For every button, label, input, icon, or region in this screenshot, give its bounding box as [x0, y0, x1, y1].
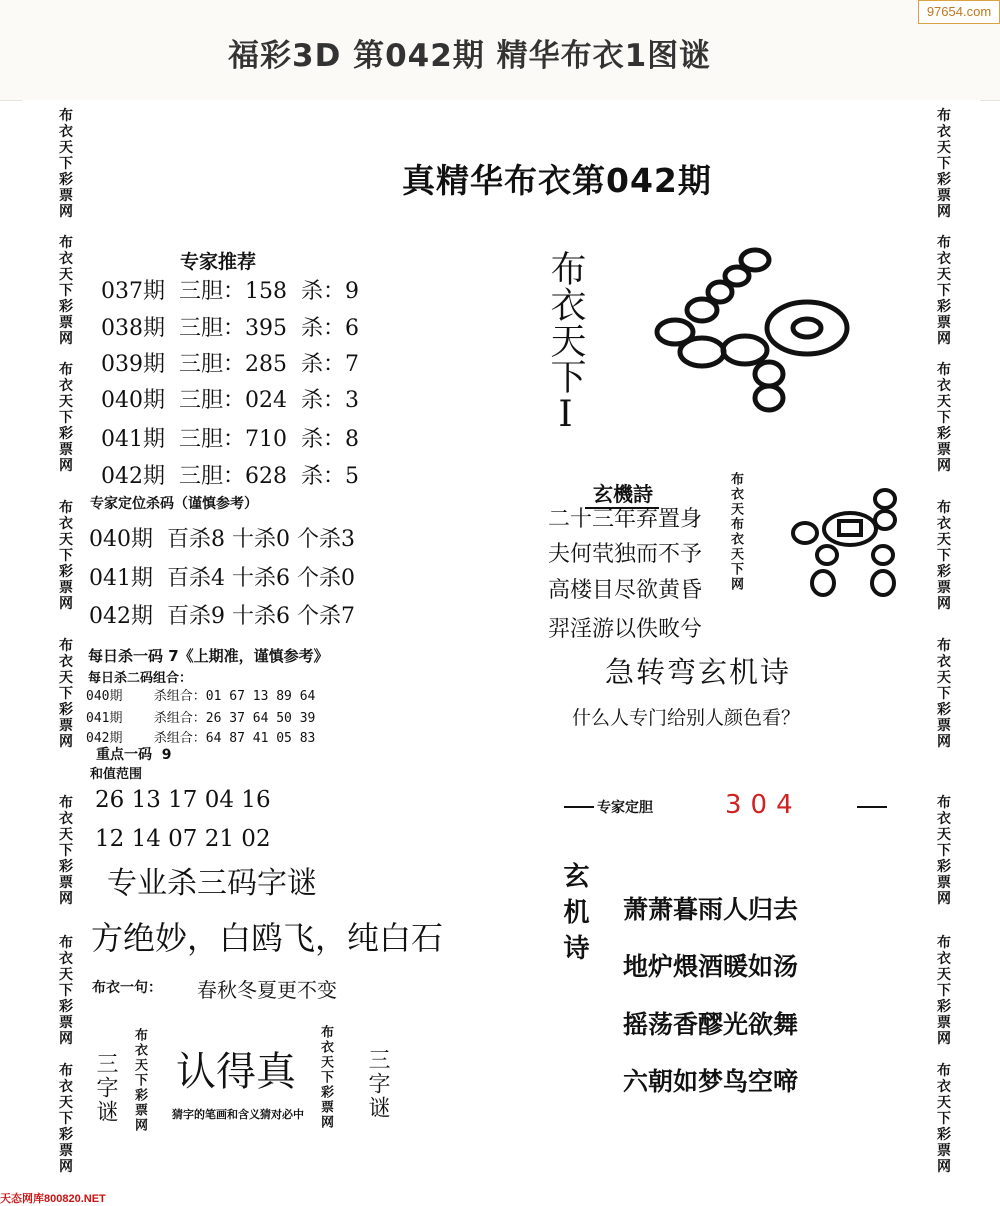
watermark-char: 衣	[59, 516, 73, 532]
expert-heading: 专家推荐	[180, 251, 257, 273]
watermark-char: 票	[59, 315, 73, 331]
watermark-char: 衣	[937, 811, 951, 827]
watermark-char: 布	[59, 500, 73, 516]
watermark-char: 衣	[937, 516, 951, 532]
watermark-char: 网	[59, 891, 73, 907]
watermark-char: 网	[59, 458, 73, 474]
side-watermark	[932, 235, 956, 347]
watermark-char: 下	[937, 686, 951, 702]
watermark-char: 天	[937, 267, 951, 283]
watermark-char: 布	[937, 235, 951, 251]
watermark-char: 票	[59, 442, 73, 458]
expert-row: 038期 三胆：395 杀：6	[101, 316, 359, 341]
xuanji-line: 高楼目尽欲黄昏	[548, 578, 703, 603]
watermark-char: 衣	[59, 654, 73, 670]
watermark-char: 衣	[937, 378, 951, 394]
watermark-char: 天	[937, 394, 951, 410]
watermark-char: 下	[59, 548, 73, 564]
watermark-char: 布	[59, 638, 73, 654]
xuanji-line: 二十三年弃置身	[548, 507, 703, 532]
poem-line: 摇荡香醪光欲舞	[623, 1010, 799, 1039]
watermark-char: 网	[937, 458, 951, 474]
watermark-char: 布	[937, 500, 951, 516]
watermark-char: 衣	[59, 1079, 73, 1095]
brand-vertical: 布衣天下I	[545, 250, 586, 435]
watermark-char: 票	[937, 188, 951, 204]
watermark-char: 天	[59, 394, 73, 410]
watermark-char: 下	[937, 410, 951, 426]
watermark-char: 下	[937, 1111, 951, 1127]
watermark-char: 网	[59, 1159, 73, 1175]
expert-row: 040期 三胆：024 杀：3	[101, 388, 359, 413]
watermark-char: 衣	[937, 251, 951, 267]
watermark-char: 天	[59, 967, 73, 983]
site-badge[interactable]: 97654.com	[918, 0, 1000, 24]
side-watermark	[932, 638, 956, 750]
watermark-char: 布	[937, 935, 951, 951]
watermark-char: 衣	[59, 378, 73, 394]
expert-row: 039期 三胆：285 杀：7	[101, 352, 359, 377]
watermark-char: 下	[937, 843, 951, 859]
turn-title: 急转弯玄机诗	[605, 655, 792, 689]
position-kill-row: 042期 百杀9 十杀6 个杀7	[89, 604, 355, 629]
watermark-char: 下	[59, 156, 73, 172]
position-kill-row: 041期 百杀4 十杀6 个杀0	[89, 566, 355, 591]
side-watermark	[54, 638, 78, 750]
watermark-char: 天	[937, 532, 951, 548]
watermark-char: 彩	[937, 299, 951, 315]
watermark-char: 布	[937, 108, 951, 124]
watermark-char: 网	[59, 734, 73, 750]
side-watermark	[932, 795, 956, 907]
watermark-char: 衣	[59, 124, 73, 140]
watermark-char: 下	[937, 548, 951, 564]
watermark-char: 彩	[59, 999, 73, 1015]
side-watermark	[54, 935, 78, 1047]
watermark-char: 票	[937, 1015, 951, 1031]
bead-figure	[645, 240, 865, 425]
watermark-char: 网	[937, 891, 951, 907]
watermark-char: 网	[937, 734, 951, 750]
watermark-char: 下	[59, 410, 73, 426]
watermark-char: 衣	[937, 951, 951, 967]
side-watermark	[54, 235, 78, 347]
watermark-char: 布	[59, 362, 73, 378]
renzhen: 认得真	[176, 1049, 296, 1095]
dingdan-label: 专家定胆	[597, 800, 653, 816]
dingdan-rule-right	[857, 806, 887, 808]
key-code: 重点一码 9	[96, 747, 172, 763]
watermark-char: 网	[937, 331, 951, 347]
watermark-char: 布	[59, 795, 73, 811]
side-watermark	[54, 108, 78, 220]
watermark-char: 票	[937, 1143, 951, 1159]
side-watermark	[54, 362, 78, 474]
side-watermark	[932, 1063, 956, 1175]
poem-line: 萧萧暮雨人归去	[623, 895, 799, 924]
watermark-char: 票	[59, 1015, 73, 1031]
riddle-hint: 猜字的笔画和含义猜对必中	[172, 1108, 304, 1121]
poem-label: 玄机诗	[559, 862, 589, 970]
side-watermark	[54, 795, 78, 907]
watermark-char: 衣	[59, 811, 73, 827]
xuanji-line: 羿淫游以佚畋兮	[548, 617, 703, 642]
watermark-char: 天	[59, 1095, 73, 1111]
watermark-char: 衣	[937, 654, 951, 670]
watermark-char: 网	[937, 1159, 951, 1175]
watermark-char: 网	[937, 1031, 951, 1047]
bead-figure-small	[775, 485, 905, 605]
watermark-char: 衣	[59, 251, 73, 267]
watermark-char: 彩	[59, 702, 73, 718]
watermark-char: 衣	[937, 124, 951, 140]
watermark-char: 下	[59, 983, 73, 999]
daily-kill-two-heading: 每日杀二码组合：	[88, 671, 193, 686]
dingdan-rule-left	[564, 806, 594, 808]
watermark-char: 票	[937, 580, 951, 596]
expert-row: 042期 三胆：628 杀：5	[101, 464, 359, 489]
watermark-char: 布	[937, 362, 951, 378]
watermark-char: 布	[937, 1063, 951, 1079]
watermark-char: 彩	[937, 564, 951, 580]
watermark-char: 网	[59, 596, 73, 612]
stamp-left: 布衣天下彩票网	[132, 1028, 147, 1133]
watermark-char: 天	[937, 1095, 951, 1111]
xuanji-heading: 玄機詩	[585, 478, 659, 509]
footer-url[interactable]: 天态网库800820.NET	[0, 1193, 106, 1205]
page-title: 福彩3D 第042期 精华布衣1图谜	[228, 38, 712, 74]
watermark-char: 票	[59, 875, 73, 891]
poem-line: 地炉煨酒暖如汤	[623, 952, 799, 981]
watermark-char: 下	[937, 283, 951, 299]
side-watermark	[932, 500, 956, 612]
watermark-char: 布	[59, 235, 73, 251]
kill-two-row: 040期 杀组合：01 67 13 89 64	[86, 689, 316, 704]
watermark-char: 布	[937, 795, 951, 811]
xuanji-stamp: 布衣天布衣天下网	[728, 472, 743, 592]
watermark-char: 彩	[59, 172, 73, 188]
position-kill-heading: 专家定位杀码（谨慎参考）	[90, 496, 258, 512]
expert-row: 041期 三胆：710 杀：8	[101, 427, 359, 452]
watermark-char: 票	[59, 1143, 73, 1159]
watermark-char: 彩	[937, 172, 951, 188]
riddle-text: 方绝妙，白鸥飞，纯白石	[91, 919, 444, 957]
watermark-char: 天	[59, 532, 73, 548]
side-watermark	[932, 362, 956, 474]
buyi-label: 布衣一句：	[92, 980, 162, 996]
kill-two-row: 042期 杀组合：64 87 41 05 83	[86, 731, 316, 746]
dingdan-value: 304	[725, 790, 802, 820]
watermark-char: 下	[59, 1111, 73, 1127]
poem-line: 六朝如梦鸟空啼	[623, 1067, 799, 1096]
watermark-char: 网	[937, 204, 951, 220]
watermark-char: 下	[59, 283, 73, 299]
watermark-char: 天	[59, 670, 73, 686]
watermark-char: 票	[937, 315, 951, 331]
watermark-char: 下	[937, 156, 951, 172]
side-watermark	[932, 935, 956, 1047]
side-watermark	[54, 500, 78, 612]
watermark-char: 布	[59, 935, 73, 951]
watermark-char: 彩	[937, 1127, 951, 1143]
stamp-right: 布衣天下彩票网	[318, 1025, 333, 1130]
watermark-char: 布	[937, 638, 951, 654]
sanzimi-left: 三字谜	[93, 1052, 118, 1124]
watermark-char: 彩	[59, 859, 73, 875]
kill-two-row: 041期 杀组合：26 37 64 50 39	[86, 711, 316, 726]
watermark-char: 网	[59, 204, 73, 220]
expert-row: 037期 三胆：158 杀：9	[101, 279, 359, 304]
watermark-char: 下	[59, 843, 73, 859]
watermark-char: 彩	[937, 859, 951, 875]
watermark-char: 天	[937, 827, 951, 843]
watermark-char: 彩	[937, 426, 951, 442]
watermark-char: 票	[937, 442, 951, 458]
watermark-char: 布	[59, 108, 73, 124]
sum-row: 26 13 17 04 16	[95, 787, 271, 813]
watermark-char: 网	[937, 596, 951, 612]
watermark-char: 彩	[59, 426, 73, 442]
watermark-char: 网	[59, 331, 73, 347]
poster-title: 真精华布衣第042期	[402, 161, 712, 200]
watermark-char: 天	[59, 827, 73, 843]
watermark-char: 衣	[937, 1079, 951, 1095]
watermark-char: 票	[937, 718, 951, 734]
riddle-heading: 专业杀三码字谜	[107, 866, 317, 901]
side-watermark	[54, 1063, 78, 1175]
watermark-char: 彩	[59, 1127, 73, 1143]
watermark-char: 天	[937, 967, 951, 983]
watermark-char: 票	[937, 875, 951, 891]
watermark-char: 彩	[59, 299, 73, 315]
watermark-char: 网	[59, 1031, 73, 1047]
watermark-char: 票	[59, 188, 73, 204]
sum-range-heading: 和值范围	[90, 767, 143, 782]
watermark-char: 彩	[59, 564, 73, 580]
watermark-char: 票	[59, 580, 73, 596]
position-kill-row: 040期 百杀8 十杀0 个杀3	[89, 527, 355, 552]
watermark-char: 天	[59, 267, 73, 283]
sanzimi-right: 三字谜	[365, 1048, 390, 1120]
watermark-char: 票	[59, 718, 73, 734]
watermark-char: 天	[937, 670, 951, 686]
sum-row: 12 14 07 21 02	[95, 826, 271, 852]
watermark-char: 天	[59, 140, 73, 156]
watermark-char: 布	[59, 1063, 73, 1079]
watermark-char: 彩	[937, 702, 951, 718]
turn-question: 什么人专门给别人颜色看？	[572, 707, 801, 729]
watermark-char: 下	[59, 686, 73, 702]
watermark-char: 衣	[59, 951, 73, 967]
buyi-text: 春秋冬夏更不变	[197, 978, 337, 1002]
watermark-char: 下	[937, 983, 951, 999]
daily-kill-one: 每日杀一码 7《上期准，谨慎参考》	[88, 647, 329, 665]
watermark-char: 天	[937, 140, 951, 156]
watermark-char: 彩	[937, 999, 951, 1015]
side-watermark	[932, 108, 956, 220]
xuanji-line: 夫何茕独而不予	[548, 542, 703, 567]
